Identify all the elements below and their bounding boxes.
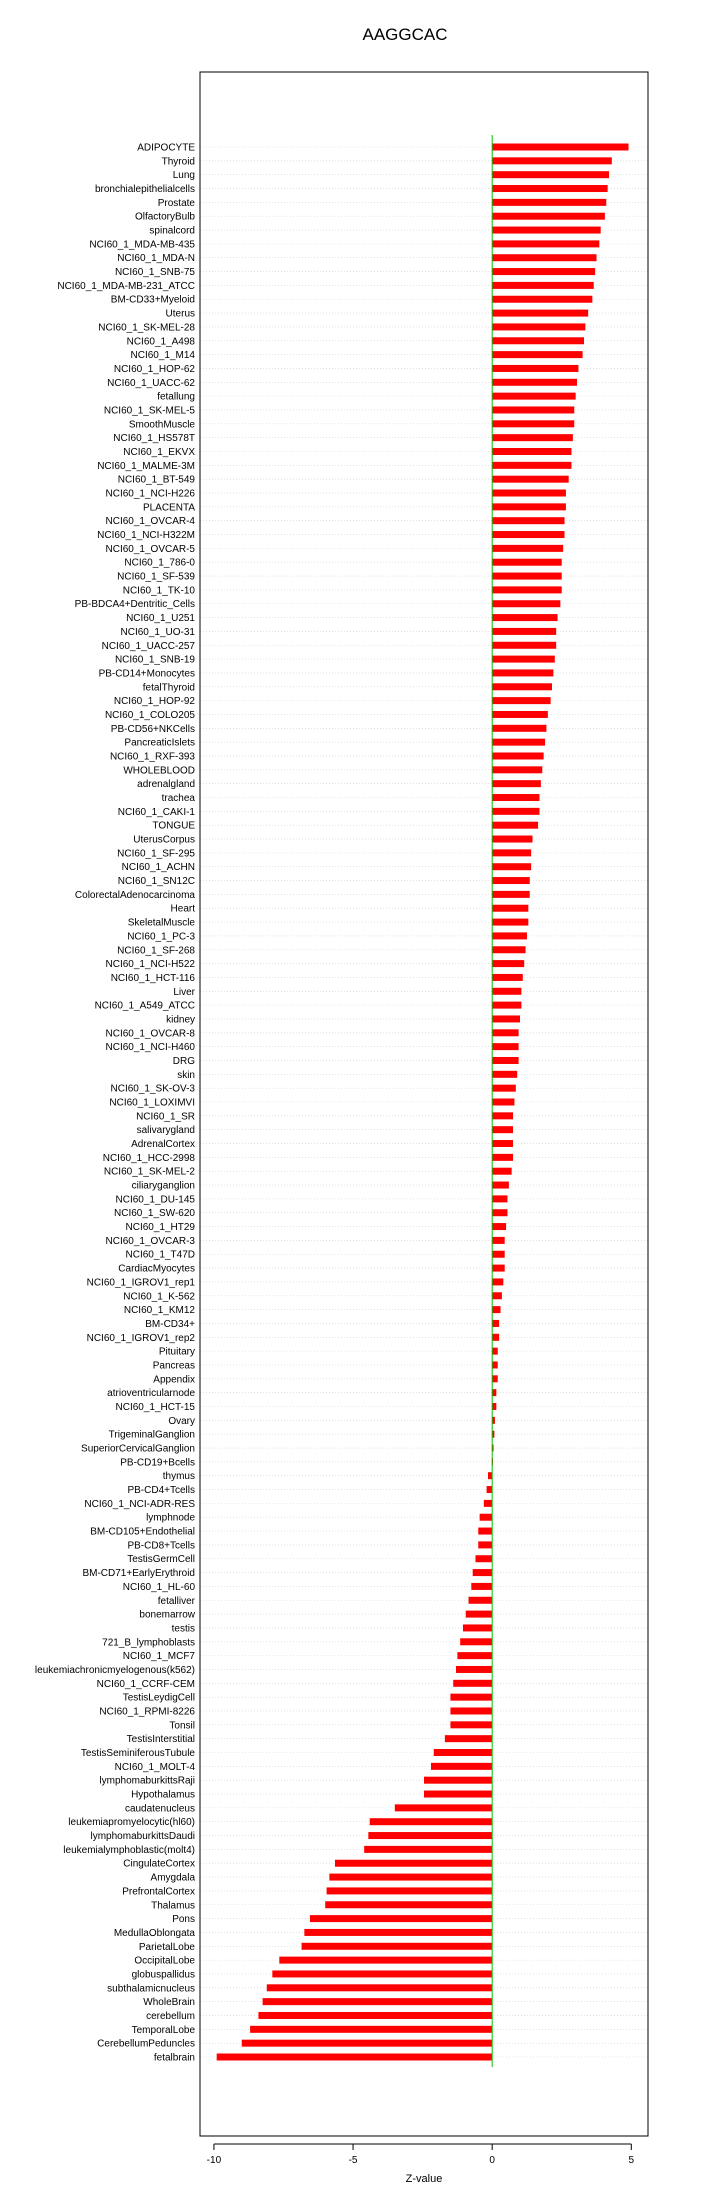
category-label: TestisSeminiferousTubule	[80, 1748, 195, 1760]
bar	[492, 877, 530, 884]
bar	[267, 1984, 492, 1991]
bar	[445, 1735, 492, 1742]
category-label: TestisLeydigCell	[122, 1692, 195, 1704]
category-label: NCI60_1_CCRF-CEM	[96, 1678, 195, 1690]
bar	[492, 1237, 505, 1244]
category-label: PancreaticIslets	[124, 737, 195, 749]
category-label: PB-CD4+Tcells	[127, 1485, 195, 1497]
category-label: NCI60_1_CAKI-1	[117, 806, 195, 818]
category-label: SmoothMuscle	[128, 419, 195, 431]
bar	[492, 1361, 498, 1368]
category-label: Liver	[173, 986, 195, 998]
category-label: NCI60_1_NCI-H522	[105, 959, 195, 971]
category-label: BM-CD33+Myeloid	[110, 294, 195, 306]
bar	[492, 171, 609, 178]
bar	[492, 1278, 503, 1285]
category-label: NCI60_1_SK-MEL-2	[103, 1166, 195, 1178]
bar	[492, 268, 595, 275]
category-label: NCI60_1_HCT-116	[110, 972, 195, 984]
bar	[395, 1804, 492, 1811]
category-label: PLACENTA	[142, 502, 195, 514]
bar	[492, 656, 555, 663]
category-label: BM-CD105+Endothelial	[90, 1526, 195, 1538]
category-label: NCI60_1_SNB-19	[114, 654, 195, 666]
bar	[492, 946, 525, 953]
category-label: NCI60_1_SF-268	[117, 945, 195, 957]
category-label: NCI60_1_NCI-H322M	[97, 530, 195, 542]
category-label: NCI60_1_MCF7	[122, 1651, 195, 1663]
category-label: NCI60_1_SF-295	[117, 848, 195, 860]
category-label: BM-CD71+EarlyErythroid	[82, 1568, 195, 1580]
category-label: Amygdala	[150, 1872, 195, 1884]
bar	[492, 752, 543, 759]
category-label: PB-BDCA4+Dentritic_Cells	[74, 599, 195, 611]
bar	[460, 1638, 492, 1645]
bar	[487, 1486, 493, 1493]
category-label: NCI60_1_NCI-ADR-RES	[84, 1498, 195, 1510]
category-label: NCI60_1_UACC-62	[107, 377, 195, 389]
category-label: Prostate	[157, 197, 195, 209]
category-label: subthalamicnucleus	[107, 1983, 195, 1995]
category-label: Pituitary	[158, 1346, 195, 1358]
category-label: skin	[177, 1069, 195, 1081]
category-label: NCI60_1_SNB-75	[114, 267, 195, 279]
bar	[492, 144, 628, 151]
bar	[488, 1472, 492, 1479]
grid-lines	[200, 147, 648, 2057]
x-axis-label: Z-value	[405, 2173, 443, 2185]
bar	[492, 1265, 505, 1272]
category-label: NCI60_1_KM12	[123, 1305, 195, 1317]
category-label: Appendix	[153, 1374, 195, 1386]
category-label: SkeletalMuscle	[127, 917, 195, 929]
bar	[492, 1112, 513, 1119]
bar	[492, 669, 553, 676]
bar	[492, 1126, 513, 1133]
bar	[480, 1514, 493, 1521]
category-label: fetalbrain	[153, 2052, 195, 2064]
category-label: leukemiapromyelocytic(hl60)	[68, 1817, 195, 1829]
bar	[492, 1002, 521, 1009]
bar	[457, 1652, 492, 1659]
bar	[492, 863, 531, 870]
category-label: ParietalLobe	[138, 1941, 195, 1953]
bar	[272, 1970, 492, 1977]
bar	[492, 960, 524, 967]
bar	[492, 240, 599, 247]
category-label: fetallung	[157, 391, 195, 403]
bar	[492, 905, 528, 912]
category-label: TONGUE	[152, 820, 195, 832]
bar	[492, 199, 606, 206]
bar	[492, 642, 556, 649]
bar	[492, 393, 575, 400]
bar	[492, 1334, 499, 1341]
category-label: NCI60_1_UACC-257	[101, 640, 195, 652]
category-label: NCI60_1_MDA-N	[117, 253, 195, 265]
category-label: lymphomaburkittsRaji	[99, 1775, 195, 1787]
bar	[492, 1085, 516, 1092]
category-label: NCI60_1_OVCAR-5	[105, 543, 195, 555]
category-label: NCI60_1_MOLT-4	[114, 1761, 195, 1773]
bar	[492, 1306, 500, 1313]
category-label: NCI60_1_HCC-2998	[102, 1152, 195, 1164]
category-label: NCI60_1_IGROV1_rep2	[86, 1332, 195, 1344]
category-label: NCI60_1_HT29	[125, 1222, 195, 1234]
bar	[492, 711, 548, 718]
category-label: NCI60_1_PC-3	[127, 931, 195, 943]
bar	[492, 323, 585, 330]
bar	[258, 2012, 492, 2019]
bar	[492, 420, 574, 427]
category-label: OlfactoryBulb	[134, 211, 195, 223]
category-label: Heart	[170, 903, 195, 915]
bar	[492, 766, 542, 773]
bar	[450, 1721, 492, 1728]
bar	[302, 1943, 493, 1950]
bar	[492, 683, 552, 690]
category-label: NCI60_1_NCI-H460	[105, 1042, 195, 1054]
category-label: NCI60_1_HL-60	[122, 1581, 195, 1593]
bar	[279, 1957, 492, 1964]
bar	[492, 503, 566, 510]
bar	[492, 1389, 496, 1396]
bar	[492, 1099, 514, 1106]
bar	[492, 1029, 518, 1036]
category-label: kidney	[166, 1014, 195, 1026]
bar	[424, 1791, 492, 1798]
category-label: NCI60_1_K-562	[123, 1291, 195, 1303]
category-label: fetalliver	[157, 1595, 195, 1607]
bar	[434, 1749, 492, 1756]
bar	[478, 1541, 492, 1548]
bar	[492, 282, 594, 289]
bar	[492, 891, 530, 898]
bar	[492, 254, 596, 261]
bar	[492, 1071, 517, 1078]
bar	[492, 157, 612, 164]
bar	[492, 462, 571, 469]
bar	[310, 1915, 492, 1922]
category-label: NCI60_1_ACHN	[121, 862, 195, 874]
category-label: NCI60_1_LOXIMVI	[109, 1097, 195, 1109]
bar	[492, 1195, 507, 1202]
bar	[484, 1500, 492, 1507]
category-label: NCI60_1_HOP-62	[113, 363, 195, 375]
bar	[492, 213, 605, 220]
bar	[492, 697, 550, 704]
bar	[492, 337, 584, 344]
category-label: bonemarrow	[139, 1609, 195, 1621]
category-label: ColorectalAdenocarcinoma	[74, 889, 195, 901]
category-label: 721_B_lymphoblasts	[102, 1637, 195, 1649]
bar	[453, 1680, 492, 1687]
bar	[304, 1929, 492, 1936]
bar	[217, 2054, 492, 2061]
category-label: MedullaOblongata	[113, 1927, 195, 1939]
category-label: lymphomaburkittsDaudi	[90, 1831, 195, 1843]
bar	[325, 1901, 492, 1908]
category-label: BM-CD34+	[145, 1318, 195, 1330]
category-label: spinalcord	[149, 225, 195, 237]
category-label: caudatenucleus	[124, 1803, 195, 1815]
x-axis	[207, 2144, 635, 2166]
bar	[492, 586, 562, 593]
category-label: testis	[171, 1623, 195, 1635]
category-label: NCI60_1_HOP-92	[113, 696, 195, 708]
bar	[424, 1777, 492, 1784]
category-labels	[35, 143, 196, 2064]
category-label: NCI60_1_MDA-MB-231_ATCC	[57, 280, 195, 292]
category-label: Tonsil	[169, 1720, 195, 1732]
category-label: NCI60_1_DU-145	[115, 1194, 195, 1206]
bar	[492, 559, 562, 566]
bar	[492, 919, 528, 926]
category-label: salivarygland	[136, 1125, 195, 1137]
category-label: leukemialymphoblastic(molt4)	[63, 1844, 195, 1856]
category-label: DRG	[172, 1055, 195, 1067]
bar	[492, 365, 578, 372]
bar	[475, 1555, 492, 1562]
category-label: Uterus	[165, 308, 195, 320]
category-label: WHOLEBLOOD	[123, 765, 195, 777]
plot-frame	[200, 72, 648, 2136]
category-label: PrefrontalCortex	[122, 1886, 195, 1898]
bar	[492, 545, 563, 552]
bar	[492, 614, 557, 621]
category-label: fetalThyroid	[142, 682, 195, 694]
category-label: PB-CD56+NKCells	[110, 723, 195, 735]
bar	[335, 1860, 492, 1867]
bar	[492, 780, 541, 787]
bar	[492, 1154, 513, 1161]
bar	[492, 1209, 507, 1216]
bar	[492, 185, 607, 192]
bar	[263, 1998, 493, 2005]
category-label: bronchialepithelialcells	[94, 184, 195, 196]
bar	[364, 1846, 492, 1853]
category-label: NCI60_1_SF-539	[117, 571, 195, 583]
category-label: NCI60_1_BT-549	[117, 474, 195, 486]
category-label: PB-CD19+Bcells	[120, 1457, 195, 1469]
bar	[492, 379, 577, 386]
bar	[492, 808, 539, 815]
category-label: cerebellum	[146, 2010, 195, 2022]
bar	[492, 794, 539, 801]
category-label: NCI60_1_TK-10	[122, 585, 195, 597]
category-label: NCI60_1_SK-MEL-5	[103, 405, 195, 417]
category-label: NCI60_1_OVCAR-8	[105, 1028, 195, 1040]
category-label: AdrenalCortex	[131, 1139, 195, 1151]
bar	[492, 227, 601, 234]
bar	[492, 406, 574, 413]
category-label: NCI60_1_HS578T	[113, 433, 195, 445]
category-label: NCI60_1_OVCAR-4	[105, 516, 195, 528]
bar	[471, 1583, 492, 1590]
category-label: WholeBrain	[143, 1997, 195, 2009]
category-label: NCI60_1_NCI-H226	[105, 488, 195, 500]
bar	[492, 988, 521, 995]
bar	[492, 849, 531, 856]
category-label: NCI60_1_MDA-MB-435	[89, 239, 195, 251]
category-label: NCI60_1_SK-OV-3	[110, 1083, 195, 1095]
category-label: Pons	[172, 1914, 195, 1926]
category-label: thymus	[162, 1471, 195, 1483]
bar	[492, 517, 564, 524]
category-label: NCI60_1_SR	[136, 1111, 195, 1123]
category-label: Pancreas	[152, 1360, 195, 1372]
category-label: NCI60_1_786-0	[124, 557, 195, 569]
category-label: OccipitalLobe	[134, 1955, 195, 1967]
bar	[473, 1569, 492, 1576]
x-tick-label: 5	[628, 2155, 635, 2166]
category-label: globuspallidus	[131, 1969, 195, 1981]
bar	[492, 1320, 499, 1327]
bar	[492, 1057, 518, 1064]
bar	[492, 351, 582, 358]
bar	[492, 448, 571, 455]
bar	[492, 1292, 502, 1299]
category-label: CerebellumPeduncles	[97, 2038, 195, 2050]
category-label: NCI60_1_MALME-3M	[97, 460, 195, 472]
category-label: TestisInterstitial	[126, 1734, 195, 1746]
category-label: NCI60_1_OVCAR-3	[105, 1235, 195, 1247]
x-tick-label: -10	[206, 2155, 222, 2166]
bar	[492, 573, 562, 580]
bar	[492, 628, 556, 635]
bar	[492, 1140, 513, 1147]
bar	[492, 490, 566, 497]
category-label: NCI60_1_T47D	[125, 1249, 195, 1261]
bar	[456, 1666, 492, 1673]
bar	[478, 1528, 492, 1535]
category-label: CardiacMyocytes	[118, 1263, 195, 1275]
category-label: NCI60_1_HCT-15	[115, 1401, 195, 1413]
category-label: NCI60_1_UO-31	[120, 626, 195, 638]
category-label: TestisGermCell	[127, 1554, 195, 1566]
bar	[492, 822, 538, 829]
category-label: adrenalgland	[137, 779, 195, 791]
category-label: TemporalLobe	[131, 2024, 195, 2036]
bar	[431, 1763, 492, 1770]
bar	[450, 1707, 492, 1714]
category-label: Ovary	[168, 1415, 195, 1427]
bar	[492, 1043, 518, 1050]
category-label: NCI60_1_SN12C	[117, 876, 195, 888]
category-label: Lung	[172, 170, 195, 182]
x-tick-label: 0	[489, 2155, 495, 2166]
category-label: NCI60_1_IGROV1_rep1	[86, 1277, 195, 1289]
bar	[492, 1223, 506, 1230]
category-label: Thalamus	[151, 1900, 195, 1912]
category-label: SuperiorCervicalGanglion	[81, 1443, 195, 1455]
bar	[492, 1375, 498, 1382]
bar	[492, 932, 527, 939]
category-label: PB-CD14+Monocytes	[98, 668, 195, 680]
bar	[492, 1182, 509, 1189]
bar	[466, 1611, 492, 1618]
category-label: NCI60_1_A549_ATCC	[94, 1000, 195, 1012]
bar	[327, 1887, 493, 1894]
bar	[463, 1624, 492, 1631]
bar	[492, 836, 532, 843]
category-label: atrioventricularnode	[107, 1388, 195, 1400]
category-label: trachea	[161, 793, 195, 805]
bar	[492, 476, 569, 483]
category-label: NCI60_1_SK-MEL-28	[98, 322, 195, 334]
bar	[368, 1832, 492, 1839]
category-label: UterusCorpus	[133, 834, 195, 846]
category-label: NCI60_1_A498	[126, 336, 195, 348]
bar	[329, 1874, 492, 1881]
bar	[469, 1597, 493, 1604]
category-label: NCI60_1_SW-620	[114, 1208, 195, 1220]
category-label: NCI60_1_M14	[130, 350, 195, 362]
category-label: NCI60_1_COLO205	[104, 709, 195, 721]
category-label: PB-CD8+Tcells	[127, 1540, 195, 1552]
bar	[492, 1168, 511, 1175]
bar	[250, 2026, 492, 2033]
category-label: lymphnode	[146, 1512, 195, 1524]
bar	[370, 1818, 492, 1825]
bar	[492, 739, 545, 746]
bar	[492, 310, 588, 317]
category-label: NCI60_1_RXF-393	[109, 751, 195, 763]
bar	[492, 434, 573, 441]
bar	[492, 600, 560, 607]
bar	[492, 725, 546, 732]
chart-title: AAGGCAC	[362, 25, 448, 44]
category-label: leukemiachronicmyelogenous(k562)	[34, 1664, 195, 1676]
bar	[492, 1251, 505, 1258]
bar	[492, 531, 564, 538]
category-label: NCI60_1_U251	[126, 613, 195, 625]
x-tick-label: -5	[348, 2155, 358, 2166]
category-label: Thyroid	[161, 156, 195, 168]
bar	[492, 1348, 498, 1355]
bar	[492, 296, 592, 303]
category-label: ciliaryganglion	[131, 1180, 195, 1192]
bar	[492, 1015, 520, 1022]
category-label: CingulateCortex	[123, 1858, 195, 1870]
category-label: Hypothalamus	[131, 1789, 195, 1801]
bar	[242, 2040, 492, 2047]
bar	[492, 974, 523, 981]
category-label: NCI60_1_EKVX	[123, 446, 195, 458]
bar	[492, 1403, 496, 1410]
bar	[450, 1694, 492, 1701]
category-label: NCI60_1_RPMI-8226	[99, 1706, 195, 1718]
category-label: ADIPOCYTE	[137, 142, 195, 154]
category-label: TrigeminalGanglion	[108, 1429, 195, 1441]
